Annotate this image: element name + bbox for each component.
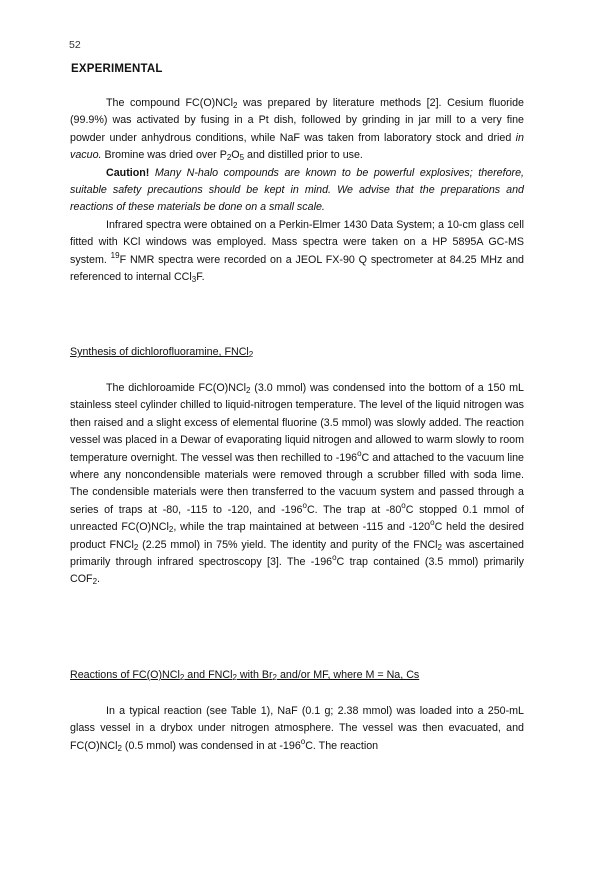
section-heading-synthesis: Synthesis of dichlorofluoramine, FNCl$_2$ bbox=[70, 346, 254, 359]
paragraph-reactions: In a typical reaction (see Table 1), NaF (0.1 g; 2.38 mmol) was loaded into a 250-mL glass vessel in a drybox under nitrogen atmosphere. The vessel was then evacuated, and FC(O)NCl$_2$ (0.5 mmol) was condensed in at -196$^o$C. The reaction bbox=[70, 705, 524, 753]
paragraph-caution: Caution! Many N-halo compounds are known to be powerful explosives; therefore, suitable safety precautions should be kept in mind. We advise that the preparations and reactions of these materials be done on a small scale. bbox=[70, 166, 524, 214]
paragraph-synthesis: The dichloroamide FC(O)NCl$_2$ (3.0 mmol) was condensed into the bottom of a 150 mL stainless steel cylinder chilled to liquid-nitrogen temperature. The level of the liquid nitrogen was then raised and a slight excess of elemental fluorine (3.5 mmol) was slowly added. The reaction vessel was placed in a Dewar of evaporating liquid nitrogen and allowed to warm slowly to room temperature overnight. The vessel was then rechilled to -196$^o$C and attached to the vacuum line where any noncondensible materials were removed through a scrubber filled with soda lime. The condensible materials were then transferred to the vacuum system and passed through a series of traps at -80, -115 to -120, and -196$^o$C. The trap at -80$^o$C stopped 0.1 mmol of unreacted FC(O)NCl$_2$, while the trap maintained at between -115 and -120$^o$C held the desired product FNCl$_2$ (2.25 mmol) in 75% yield. The identity and purity of the FNCl$_2$ was ascertained primarily through infrared spectroscopy [3]. The -196$^o$C trap contained (3.5 mmol) primarily $COF_2$. bbox=[70, 382, 525, 587]
paragraph-instruments: Infrared spectra were obtained on a Perkin-Elmer 1430 Data System; a 10-cm glass cell fitted with KCl windows was employed. Mass spectra were taken on a HP 5895A GC-MS system. $^{19}$F NMR spectra were recorded on a JEOL FX-90 Q spectrometer at 84.25 MHz and referenced to internal CCl$_3$F. bbox=[70, 218, 525, 285]
synthesis-body bbox=[70, 380, 524, 589]
section-heading-experimental: EXPERIMENTAL bbox=[71, 63, 163, 75]
paragraph-materials: The compound FC(O)NCl$_2$ was prepared by literature methods [2]. Cesium fluoride (99.9%) was activated by fusing in a Pt dish, followed by grinding in jar mill to a very fine powder under anhydrous conditions, while NaF was taken from laboratory stock and dried in vacuo. Bromine was dried over $P_2O_5$ and distilled prior to use. bbox=[70, 97, 524, 163]
reactions-body bbox=[70, 703, 524, 755]
experimental-body bbox=[70, 95, 524, 286]
page-number: 52 bbox=[69, 39, 81, 51]
section-heading-reactions: Reactions of FC(O)NCl$_2$ and FNCl$_2$ with $Br_2$ and/or MF, where M = Na, Cs bbox=[70, 669, 420, 682]
caution-label: Caution! bbox=[106, 166, 150, 179]
